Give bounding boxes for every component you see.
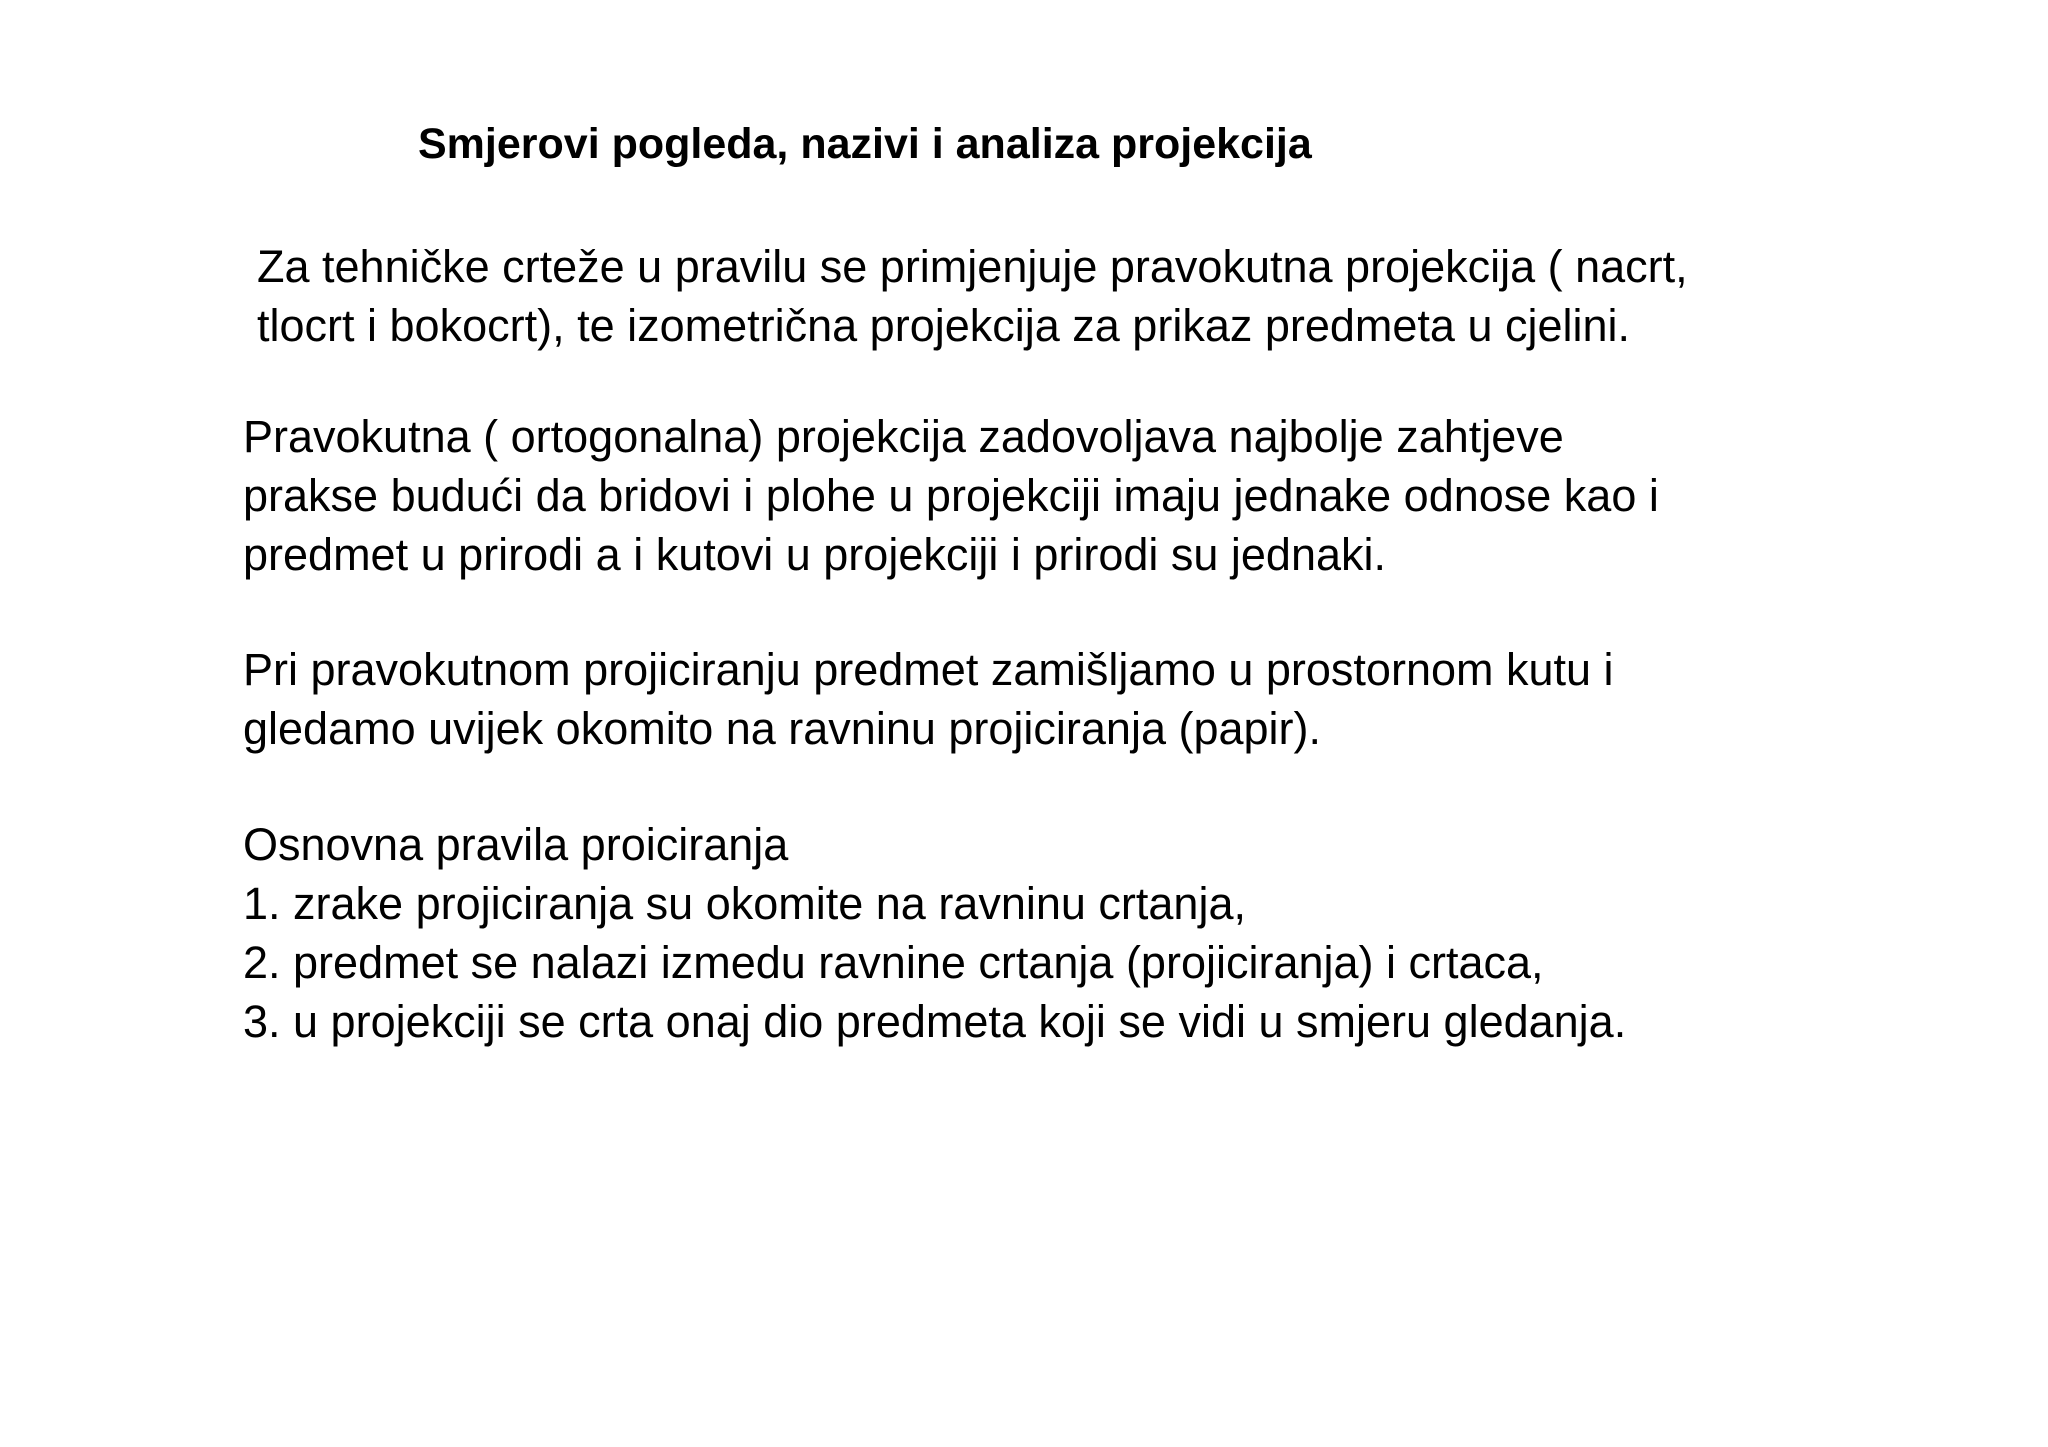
intro-line: Za tehničke crteže u pravilu se primjenjuje pravokutna projekcija ( nacrt, (257, 241, 1688, 292)
rule-item: 1. zrake projiciranja su okomite na ravninu crtanja, (243, 878, 1246, 929)
orthogonal-line: prakse budući da bridovi i plohe u projekciji imaju jednake odnose kao i (243, 470, 1659, 521)
rules-section (243, 815, 1626, 1051)
rules-heading: Osnovna pravila proiciranja (243, 819, 789, 870)
projecting-paragraph (243, 640, 1614, 758)
projecting-line: Pri pravokutnom projiciranju predmet zamišljamo u prostornom kutu i (243, 644, 1614, 695)
orthogonal-line: predmet u prirodi a i kutovi u projekciji i prirodi su jednaki. (243, 529, 1387, 580)
orthogonal-paragraph (243, 407, 1659, 584)
rule-item: 2. predmet se nalazi izmedu ravnine crtanja (projiciranja) i crtaca, (243, 937, 1544, 988)
page-title: Smjerovi pogleda, nazivi i analiza projekcija (418, 120, 1312, 168)
intro-paragraph (257, 237, 1688, 355)
rule-item: 3. u projekciji se crta onaj dio predmeta koji se vidi u smjeru gledanja. (243, 996, 1627, 1047)
intro-line: tlocrt i bokocrt), te izometrična projekcija za prikaz predmeta u cjelini. (257, 300, 1631, 351)
orthogonal-line: Pravokutna ( ortogonalna) projekcija zadovoljava najbolje zahtjeve (243, 411, 1564, 462)
projecting-line: gledamo uvijek okomito na ravninu projiciranja (papir). (243, 703, 1322, 754)
